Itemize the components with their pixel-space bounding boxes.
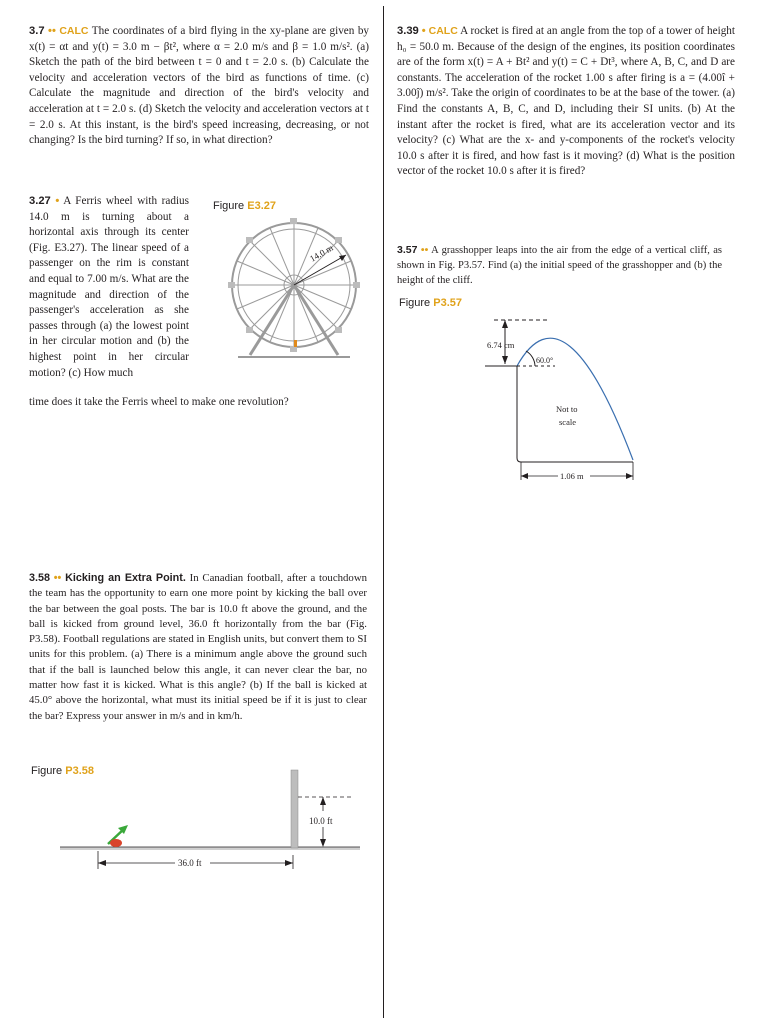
bar-height-label: 10.0 ft [309, 816, 333, 826]
problem-text: A rocket is fired at an angle from the top of a tower of height h₀ = 50.0 m. Because of the design of the engines, its position coordinates are of the form x(t) = A + Bt² and y(t) = C + Dt³, where A, B, C, and D are constants. The acceleration of the rocket 1.00 s after firing is a = (4.00î + 3.00ĵ) m/s². Take the origin of coordinates to be at the base of the tower. (a) Find the constants A, B, C, and D, including their SI units. (b) At the instant after the rocket is fired, what are its acceleration vector and its velocity? (c) What are the x- and y-components of the rocket's velocity 10.0 s after it is fired, and how fast is it moving? (d) What is the position vector of the rocket 10.0 s after it is fired? [397, 25, 736, 178]
difficulty-dots: •• [48, 25, 56, 37]
problem-3-27-continued [29, 395, 369, 411]
problem-text: A Ferris wheel with radius 14.0 m is turning about a horizontal axis through its center (Fig. E3.27). The linear speed of a passenger on the rim is constant and equal to 7.00 m/s. What are the magnitude and direction of the passenger's acceleration as she passes through (a) the lowest point in her circular motion and (b) the highest point in her circular motion? (c) How much [29, 195, 189, 379]
problem-number: 3.7 [29, 25, 45, 37]
difficulty-dots: • [55, 195, 60, 207]
problem-number: 3.27 [29, 195, 51, 207]
problem-text: A grasshopper leaps into the air from the edge of a vertical cliff, as shown in Fig. P3.57. Find (a) the initial speed of the grasshopper and (b) the height of the cliff. [397, 245, 723, 286]
angle-label: 60.0° [536, 356, 554, 365]
radius-label: 14.0 m [308, 242, 335, 264]
grasshopper-cliff-figure [480, 310, 660, 490]
problem-3-27 [29, 194, 189, 381]
height-label: 6.74 cm [487, 340, 515, 350]
problem-text: The coordinates of a bird flying in the xy-plane are given by x(t) = αt and y(t) = 3.0 m − βt², where α = 2.0 m/s and β = 1.0 m/s². (a) Sketch the path of the bird between t = 0 and t = 2.0 s. (b) Calculate the velocity and acceleration vectors of the bird as functions of time. (c) Calculate the magnitude and direction of the bird's velocity and acceleration at t = 2.0 s. (d) Sketch the velocity and acceleration vectors at t = 2.0 s. At this instant, is the bird's speed increasing, decreasing, or not changing? Is the bird turning? If so, in what direction? [29, 25, 370, 147]
problem-3-58 [29, 571, 367, 724]
difficulty-dots: •• [420, 244, 429, 256]
figure-label-p3-57: Figure P3.57 [399, 297, 462, 309]
scale-note-1: Not to [556, 404, 578, 414]
scale-note-2: scale [559, 417, 576, 427]
difficulty-dots: •• [53, 572, 62, 584]
difficulty-dots: • [421, 25, 426, 37]
problem-number: 3.39 [397, 25, 419, 37]
calc-tag: CALC [428, 25, 458, 37]
problem-3-39 [397, 24, 735, 180]
problem-3-7 [29, 24, 369, 149]
passenger-marker [294, 340, 297, 347]
problem-3-57 [397, 243, 722, 288]
calc-tag: CALC [59, 25, 89, 37]
distance-label: 1.06 m [560, 471, 584, 481]
problem-text: time does it take the Ferris wheel to make one revolution? [29, 396, 289, 408]
distance-label: 36.0 ft [178, 858, 202, 868]
problem-text: In Canadian football, after a touchdown the team has the opportunity to earn one more point by kicking the ball over the bar between the goal posts. The bar is 10.0 ft above the ground, and the ball is kicked from ground level, 36.0 ft horizontally from the bar (Fig. P3.58). Football regulations are stated in English units, but convert them to SI units for this problem. (a) There is a minimum angle above the ground such that if the ball is launched below this angle, it can never clear the bar, no matter how fast it is kicked. What is this angle? (b) If the ball is kicked at 45.0° above the horizontal, what must its initial speed be if it is just to clear the bar? Express your answer in m/s and in km/h. [29, 572, 368, 722]
figure-label-p3-58: Figure P3.58 [31, 765, 94, 777]
football [110, 839, 122, 847]
problem-number: 3.58 [29, 572, 51, 584]
ferris-wheel-figure [210, 215, 380, 370]
problem-title: Kicking an Extra Point. [65, 572, 186, 584]
problem-number: 3.57 [397, 244, 418, 256]
football-goal-figure [60, 765, 360, 875]
figure-label-e3-27: Figure E3.27 [213, 200, 276, 212]
column-divider [383, 6, 384, 1018]
